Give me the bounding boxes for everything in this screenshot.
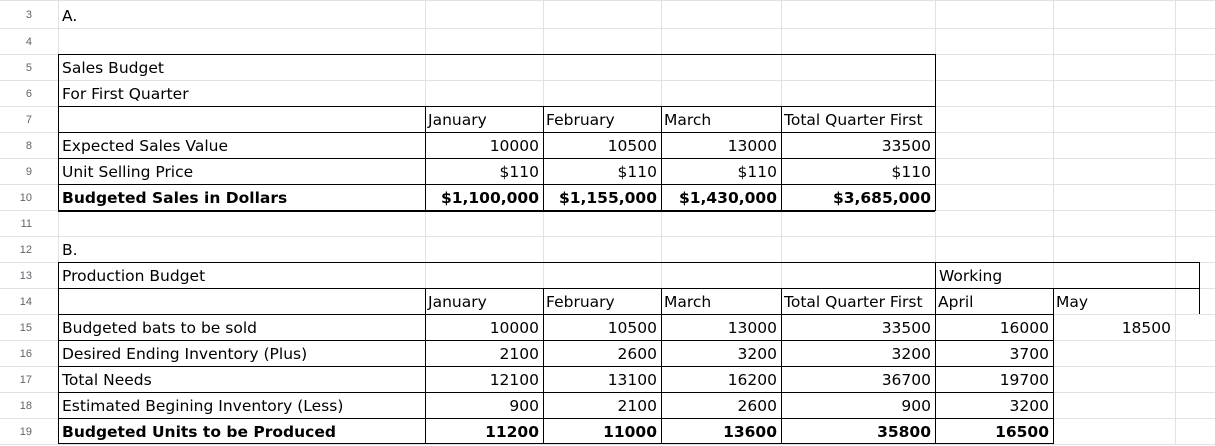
column-header-cell[interactable]: May (1056, 293, 1089, 311)
column-header-cell[interactable]: Total Quarter First (784, 111, 923, 129)
row-header: 11 (20, 218, 32, 230)
value-cell[interactable]: 13600 (723, 423, 777, 441)
border (425, 288, 426, 444)
border (58, 340, 1053, 341)
border (58, 210, 935, 212)
column-header-cell[interactable]: February (546, 293, 615, 311)
row-header: 7 (25, 114, 32, 126)
row-header: 13 (19, 270, 32, 282)
border (1199, 262, 1200, 314)
row-header: 19 (19, 426, 32, 438)
column-header-cell[interactable]: January (428, 293, 487, 311)
border (58, 288, 1199, 289)
column-header-cell[interactable]: January (428, 111, 487, 129)
border (58, 314, 1053, 315)
row-header: 12 (19, 244, 32, 256)
value-cell[interactable]: 3700 (1009, 345, 1049, 363)
row-header: 5 (25, 62, 32, 74)
row-header: 14 (19, 296, 32, 308)
value-cell[interactable]: $1,430,000 (678, 189, 777, 207)
border (781, 106, 782, 210)
gridline-row (0, 236, 1215, 237)
row-header: 16 (19, 348, 32, 360)
border (661, 288, 662, 444)
working-label[interactable]: Working (939, 267, 1003, 285)
row-label-cell[interactable]: Production Budget (62, 267, 206, 285)
column-header-cell[interactable]: March (664, 293, 712, 311)
value-cell[interactable]: $3,685,000 (832, 189, 931, 207)
value-cell[interactable]: 10000 (489, 319, 539, 337)
value-cell[interactable]: 13000 (727, 319, 777, 337)
gridline-col (1175, 0, 1176, 445)
row-header: 18 (19, 400, 32, 412)
border (58, 418, 1053, 419)
row-label-cell[interactable]: A. (62, 7, 78, 25)
row-header: 4 (25, 36, 32, 48)
row-header: 17 (19, 374, 32, 386)
value-cell[interactable]: $110 (737, 163, 777, 181)
border (58, 443, 1053, 444)
value-cell[interactable]: 12100 (489, 371, 539, 389)
value-cell[interactable]: 18500 (1121, 319, 1171, 337)
value-cell[interactable]: $110 (499, 163, 539, 181)
value-cell[interactable]: 2100 (499, 345, 539, 363)
value-cell[interactable]: $1,155,000 (558, 189, 657, 207)
value-cell[interactable]: 16000 (999, 319, 1049, 337)
column-header-cell[interactable]: March (664, 111, 712, 129)
border (58, 106, 935, 107)
value-cell[interactable]: 900 (901, 397, 931, 415)
border (1053, 288, 1054, 444)
row-header: 3 (25, 9, 32, 21)
value-cell[interactable]: 11000 (603, 423, 657, 441)
border (58, 54, 935, 55)
border (58, 132, 935, 133)
value-cell[interactable]: 3200 (737, 345, 777, 363)
row-header: 8 (25, 140, 32, 152)
row-header: 9 (25, 166, 32, 178)
border (935, 262, 936, 444)
border (661, 106, 662, 210)
value-cell[interactable]: 2600 (737, 397, 777, 415)
column-header-cell[interactable]: April (938, 293, 974, 311)
row-label-cell[interactable]: Expected Sales Value (62, 137, 228, 155)
row-label-cell[interactable]: Budgeted Units to be Produced (62, 423, 336, 441)
value-cell[interactable]: 2600 (617, 345, 657, 363)
value-cell[interactable]: $110 (891, 163, 931, 181)
border (543, 288, 544, 444)
row-label-cell[interactable]: Unit Selling Price (62, 163, 194, 181)
row-label-cell[interactable]: B. (62, 241, 78, 259)
value-cell[interactable]: 10000 (489, 137, 539, 155)
row-label-cell[interactable]: Sales Budget (62, 59, 164, 77)
row-label-cell[interactable]: Desired Ending Inventory (Plus) (62, 345, 308, 363)
value-cell[interactable]: 19700 (999, 371, 1049, 389)
border (425, 106, 426, 210)
border (543, 106, 544, 210)
value-cell[interactable]: 16500 (995, 423, 1049, 441)
row-header: 10 (19, 192, 32, 204)
value-cell[interactable]: 3200 (891, 345, 931, 363)
row-label-cell[interactable]: Budgeted Sales in Dollars (62, 189, 288, 207)
value-cell[interactable]: 16200 (727, 371, 777, 389)
value-cell[interactable]: 13000 (727, 137, 777, 155)
border (58, 262, 1199, 263)
value-cell[interactable]: $110 (617, 163, 657, 181)
value-cell[interactable]: 3200 (1009, 397, 1049, 415)
value-cell[interactable]: 35800 (877, 423, 931, 441)
row-header: 15 (19, 322, 32, 334)
value-cell[interactable]: 36700 (881, 371, 931, 389)
border (781, 288, 782, 444)
row-label-cell[interactable]: Estimated Begining Inventory (Less) (62, 397, 344, 415)
gridline-row (0, 28, 1215, 29)
row-label-cell[interactable]: Total Needs (62, 371, 152, 389)
value-cell[interactable]: 33500 (881, 137, 931, 155)
value-cell[interactable]: 10500 (607, 319, 657, 337)
border (58, 184, 935, 185)
border (58, 392, 1053, 393)
border (58, 262, 59, 444)
value-cell[interactable]: 13100 (607, 371, 657, 389)
column-header-cell[interactable]: Total Quarter First (784, 293, 923, 311)
column-header-cell[interactable]: February (546, 111, 615, 129)
border (58, 366, 1053, 367)
value-cell[interactable]: 33500 (881, 319, 931, 337)
row-header: 6 (25, 88, 32, 100)
value-cell[interactable]: $1,100,000 (440, 189, 539, 207)
value-cell[interactable]: 11200 (485, 423, 539, 441)
gridline-row (0, 0, 1215, 1)
border (935, 54, 936, 211)
value-cell[interactable]: 2100 (617, 397, 657, 415)
row-label-cell[interactable]: For First Quarter (62, 85, 189, 103)
gridline-row (0, 80, 1215, 81)
value-cell[interactable]: 900 (509, 397, 539, 415)
row-label-cell[interactable]: Budgeted bats to be sold (62, 319, 257, 337)
border (58, 158, 935, 159)
value-cell[interactable]: 10500 (607, 137, 657, 155)
